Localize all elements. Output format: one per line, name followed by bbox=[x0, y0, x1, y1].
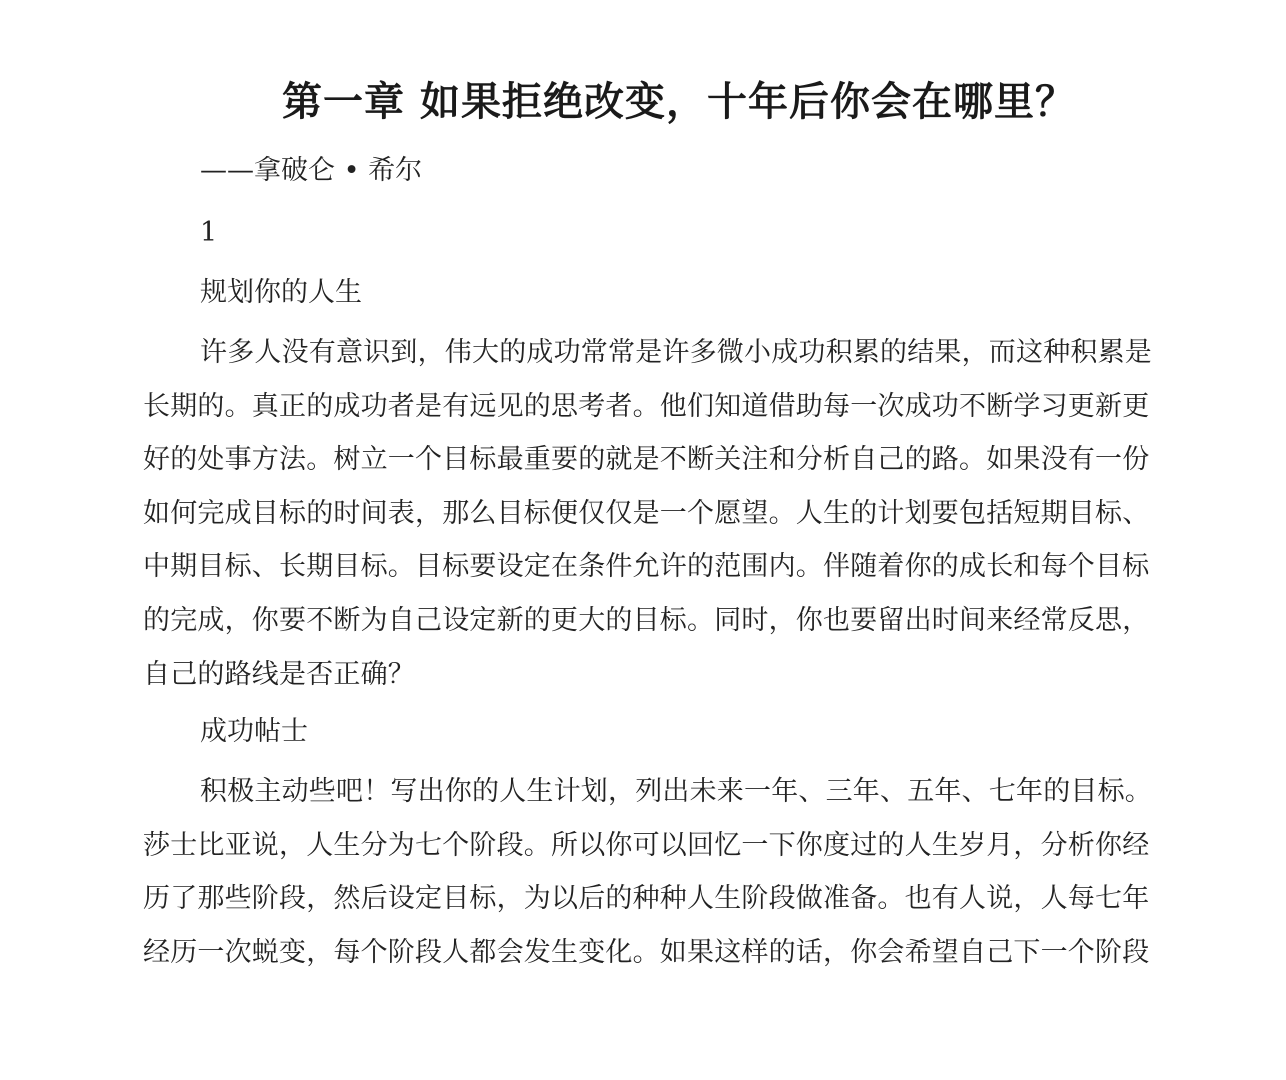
paragraph-line: 积极主动些吧！写出你的人生计划，列出未来一年、三年、五年、七年的目标。 bbox=[200, 776, 1152, 808]
paragraph-line: 经历一次蜕变，每个阶段人都会发生变化。如果这样的话，你会希望自己下一个阶段 bbox=[143, 936, 1150, 968]
paragraph-line: 的完成，你要不断为自己设定新的更大的目标。同时，你也要留出时间来经常反思， bbox=[143, 604, 1150, 636]
paragraph-line: 好的处事方法。树立一个目标最重要的就是不断关注和分析自己的路。如果没有一份 bbox=[143, 444, 1150, 476]
body-paragraph-1 bbox=[143, 326, 1215, 701]
section-number: 1 bbox=[200, 217, 218, 248]
paragraph-line: 许多人没有意识到，伟大的成功常常是许多微小成功积累的结果，而这种积累是 bbox=[200, 337, 1152, 368]
paragraph-line: 历了那些阶段，然后设定目标，为以后的种种人生阶段做准备。也有人说，人每七年 bbox=[143, 883, 1150, 915]
paragraph-line: 自己的路线是否正确？ bbox=[143, 658, 415, 690]
document-page bbox=[143, 70, 1215, 980]
paragraph-line: 长期的。真正的成功者是有远见的思考者。他们知道借助每一次成功不断学习更新更 bbox=[143, 390, 1150, 422]
body-paragraph-2 bbox=[143, 765, 1215, 979]
section-heading: 规划你的人生 bbox=[200, 277, 362, 308]
chapter-title: 第一章 如果拒绝改变，十年后你会在哪里？ bbox=[282, 78, 1076, 125]
author-attribution: ——拿破仑 • 希尔 bbox=[200, 155, 423, 186]
tips-heading: 成功帖士 bbox=[200, 716, 308, 748]
paragraph-line: 如何完成目标的时间表，那么目标便仅仅是一个愿望。人生的计划要包括短期目标、 bbox=[143, 497, 1150, 529]
paragraph-line: 中期目标、长期目标。目标要设定在条件允许的范围内。伴随着你的成长和每个目标 bbox=[143, 551, 1150, 583]
paragraph-line: 莎士比亚说，人生分为七个阶段。所以你可以回忆一下你度过的人生岁月，分析你经 bbox=[143, 829, 1150, 861]
